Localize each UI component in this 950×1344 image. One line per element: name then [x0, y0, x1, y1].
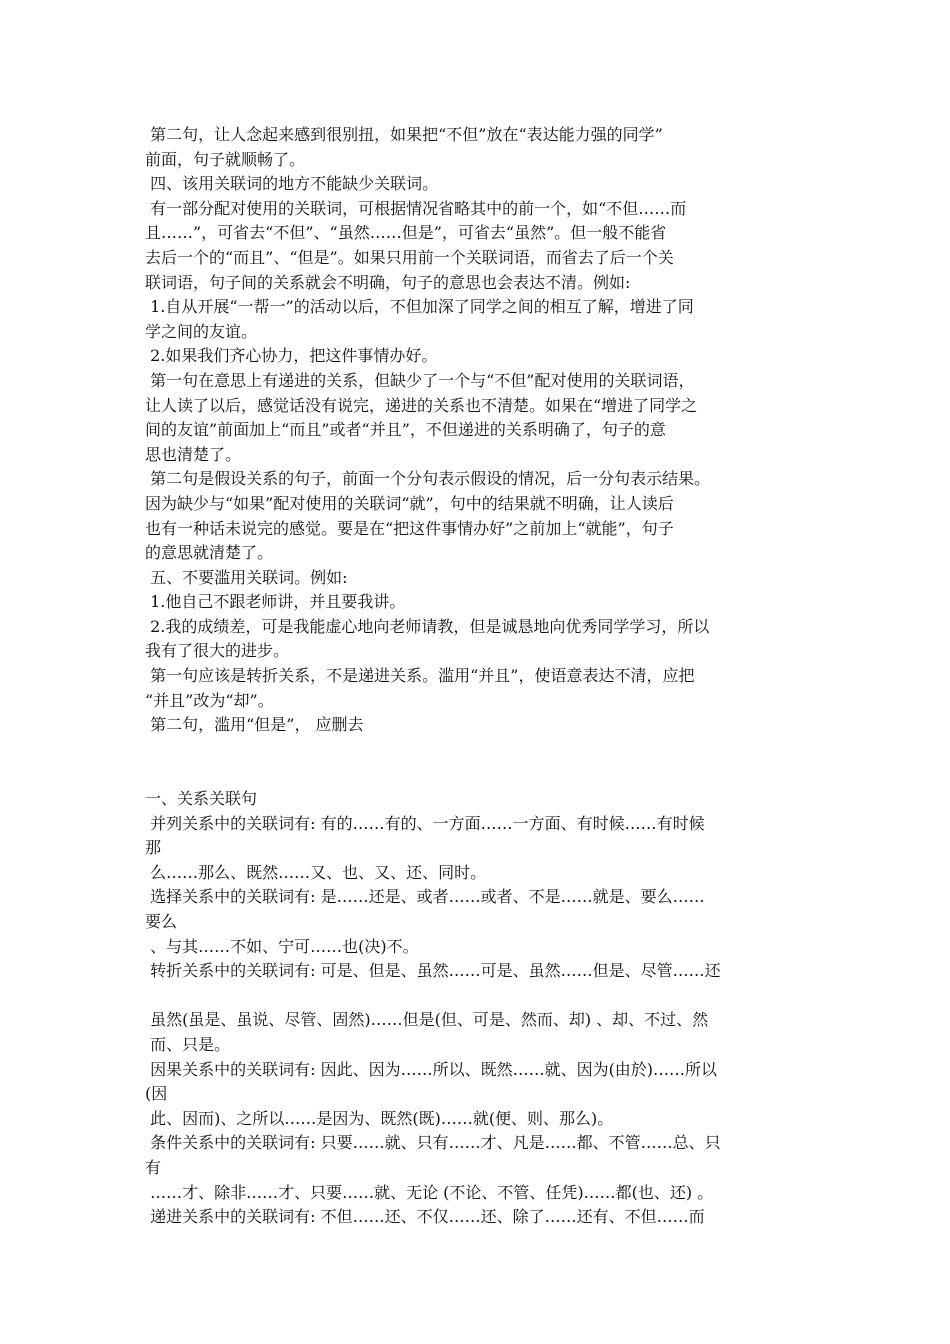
text-line: 去后一个的“而且”、“但是”。如果只用前一个关联词语，而省去了后一个关 [145, 247, 674, 267]
text-line: 虽然(虽是、虽说、尽管、固然)……但是(但、可是、然而、却) 、却、不过、然 [145, 1010, 709, 1030]
text-line: 学之间的友谊。 [145, 321, 258, 341]
text-line: 因为缺少与“如果”配对使用的关联词“就”，句中的结果就不明确，让人读后 [145, 493, 674, 513]
text-line: 要么 [145, 912, 178, 931]
text-line: 1.自从开展“一帮一”的活动以后，不但加深了同学之间的相互了解，增进了同 [145, 297, 694, 317]
text-line: 第一句应该是转折关系，不是递进关系。滥用“并且”，使语意表达不清，应把 [145, 666, 695, 686]
text-line: 间的友谊”前面加上“而且”或者“并且”，不但递进的关系明确了，句子的意 [145, 420, 666, 440]
text-line: 递进关系中的关联词有: 不但……还、不仅……还、除了……还有、不但……而 [145, 1207, 705, 1227]
text-line: “并且”改为“却”。 [145, 690, 274, 710]
paragraph-gap [145, 738, 813, 763]
document-body [145, 123, 813, 738]
text-line: 因果关系中的关联词有: 因此、因为……所以、既然……就、因为(由於)……所以 [145, 1059, 718, 1079]
text-line: 第二句是假设关系的句子，前面一个分句表示假设的情况，后一分句表示结果。 [145, 469, 711, 489]
document-page [145, 123, 813, 1230]
text-line: 联词语，句子间的关系就会不明确，句子的意思也会表达不清。例如: [145, 272, 631, 292]
text-line: 也有一种话未说完的感觉。要是在“把这件事情办好”之前加上“就能”，句子 [145, 518, 674, 538]
text-line: 第一句在意思上有递进的关系，但缺少了一个与“不但”配对使用的关联词语， [145, 370, 695, 390]
text-line: 并列关系中的关联词有: 有的……有的、一方面……一方面、有时候……有时候 [145, 813, 705, 833]
text-line: 第二句，让人念起来感到很别扭，如果把“不但”放在“表达能力强的同学” [145, 125, 663, 144]
text-line: 让人读了以后，感觉话没有说完，递进的关系也不清楚。如果在“增进了同学之 [145, 395, 698, 415]
text-line: 五、不要滥用关联词。例如: [145, 567, 348, 587]
text-line: 第二句，滥用“但是”， 应删去 [145, 715, 364, 735]
text-line: 思也清楚了。 [145, 444, 242, 464]
text-line: 有一部分配对使用的关联词，可根据情况省略其中的前一个，如“不但……而 [145, 198, 687, 218]
text-line: 有 [145, 1157, 162, 1177]
text-line: 选择关系中的关联词有: 是……还是、或者……或者、不是……就是、要么…… [145, 887, 705, 907]
text-line: 前面，句子就顺畅了。 [145, 149, 306, 169]
text-line: 而、只是。 [145, 1034, 231, 1054]
text-line: 2.我的成绩差，可是我能虚心地向老师请教，但是诚恳地向优秀同学学习，所以 [145, 616, 710, 636]
text-line: 1.他自己不跟老师讲，并且要我讲。 [145, 592, 406, 612]
text-line [145, 984, 813, 1009]
paragraph-gap [145, 762, 813, 787]
text-line: 一、关系关联句 [145, 789, 258, 809]
text-line: ……才、除非……才、只要……就、无论 (不论、不管、任凭)……都(也、还) 。 [145, 1182, 714, 1202]
text-line: 2.如果我们齐心协力，把这件事情办好。 [145, 346, 438, 366]
text-line: 么……那么、既然……又、也、又、还、同时。 [145, 862, 487, 882]
text-line: 且……”，可省去“不但”、“虽然……但是”，可省去“虽然”。但一般不能省 [145, 223, 667, 243]
text-line: 我有了很大的进步。 [145, 641, 290, 661]
text-line: 的意思就清楚了。 [145, 543, 274, 563]
text-line: (因 [145, 1084, 168, 1104]
text-line: 那 [145, 838, 162, 858]
text-line: 条件关系中的关联词有: 只要……就、只有……才、凡是……都、不管……总、只 [145, 1133, 721, 1153]
text-line: 转折关系中的关联词有: 可是、但是、虽然……可是、虽然……但是、尽管……还 [145, 961, 721, 981]
text-line: 、与其……不如、宁可……也(决)不。 [145, 936, 419, 956]
text-line: 此、因而)、之所以……是因为、既然(既)……就(便、则、那么)。 [145, 1108, 614, 1128]
text-line: 四、该用关联词的地方不能缺少关联词。 [145, 174, 439, 194]
conjunction-list-section [145, 787, 813, 1230]
